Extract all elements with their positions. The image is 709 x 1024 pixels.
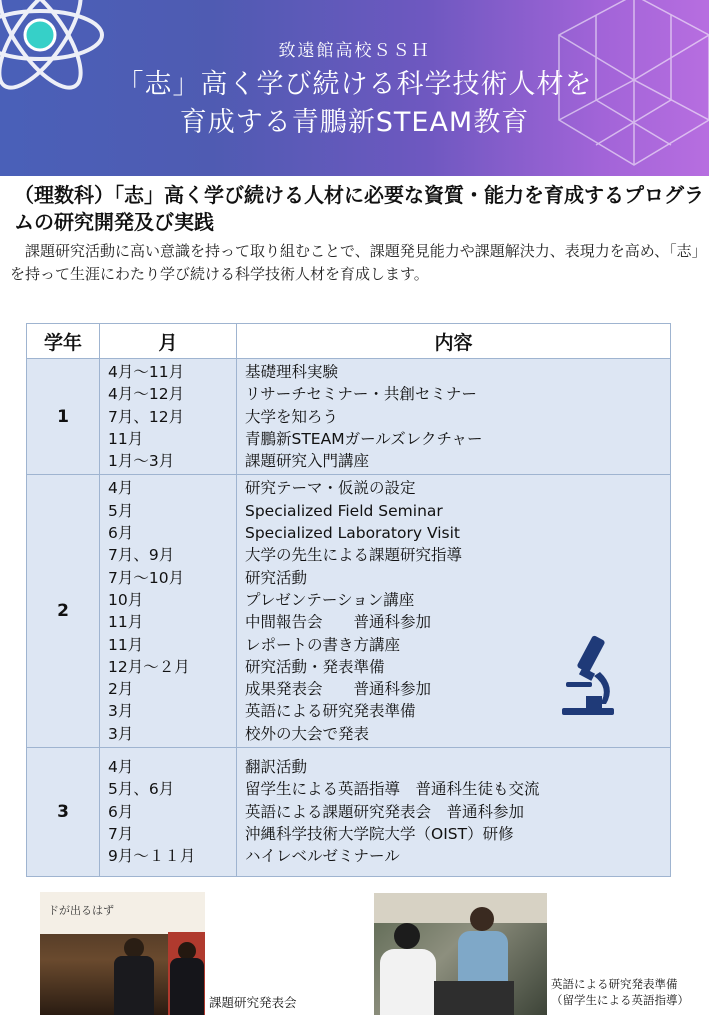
month-item: 10月	[108, 590, 144, 609]
header-content: 内容	[237, 324, 671, 359]
content-item: 中間報告会 普通科参加	[245, 613, 432, 632]
year-cell: 2	[27, 475, 100, 748]
student-head	[394, 923, 420, 949]
content-item: 翻訳活動	[245, 758, 308, 777]
caption-line: 英語による研究発表準備	[551, 977, 678, 991]
month-item: 6月	[108, 524, 134, 543]
content-item: レポートの書き方講座	[245, 635, 401, 654]
presenter-body	[114, 956, 154, 1015]
content-item: 成果発表会 普通科参加	[245, 680, 432, 699]
month-item: 4月～11月	[108, 363, 185, 381]
content-cell	[237, 748, 671, 876]
presenter-2-body	[170, 958, 204, 1015]
content-item: 沖縄科学技術大学院大学（OIST）研修	[245, 824, 514, 843]
banner-title-line-2: 育成する青鵬新STEAM教育	[179, 107, 530, 138]
month-item: 4月	[108, 479, 134, 498]
month-item: 12月～２月	[108, 657, 190, 676]
table-row	[27, 359, 671, 475]
month-item: 3月	[108, 702, 134, 721]
content-item: 研究活動	[245, 568, 308, 587]
content-item: 基礎理科実験	[245, 363, 339, 381]
program-heading: （理数科）「志」高く学び続ける人材に必要な資質・能力を育成するプログラムの研究開発及び実践	[14, 183, 704, 234]
content-item: リサーチセミナー・共創セミナー	[245, 385, 477, 404]
month-item: 7月、12月	[108, 407, 185, 426]
content-item: ハイレベルゼミナール	[245, 847, 400, 866]
content-item: 大学を知ろう	[245, 407, 339, 426]
content-item: Specialized Laboratory Visit	[245, 524, 460, 543]
photo-caption-presentation: 課題研究発表会	[209, 995, 297, 1010]
intro-paragraph: 課題研究活動に高い意識を持って取り組むことで、課題発見能力や課題解決力、表現力を高め、「志」を持って生涯にわたり学び続ける科学技術人材を育成します。	[10, 242, 700, 283]
header-year: 学年	[27, 324, 100, 359]
laptop	[434, 981, 514, 1015]
month-item: 3月	[108, 724, 134, 743]
english-instruction-photo	[374, 893, 547, 1015]
header-month: 月	[100, 324, 237, 359]
content-item: 留学生による英語指導 普通科生徒も交流	[245, 780, 540, 799]
classroom-wall	[374, 893, 547, 923]
year-cell: 3	[27, 748, 100, 876]
content-item: 校外の大会で発表	[245, 724, 370, 743]
month-item: 5月、6月	[108, 780, 175, 799]
content-cell	[237, 359, 671, 475]
caption-line: （留学生による英語指導）	[551, 993, 689, 1007]
month-item: 2月	[108, 680, 134, 699]
instructor-head	[470, 907, 494, 931]
program-table	[26, 323, 671, 877]
banner-title-line-1: 「志」高く学び続ける科学技術人材を	[116, 69, 593, 100]
month-item: 11月	[108, 635, 144, 654]
month-item: 9月～１１月	[108, 847, 196, 866]
month-item: 1月～3月	[108, 452, 175, 471]
student-body	[380, 949, 436, 1015]
month-cell	[100, 359, 237, 475]
content-item: 英語による課題研究発表会 普通科参加	[245, 802, 525, 821]
microscope-icon	[560, 632, 620, 717]
year-cell: 1	[27, 359, 100, 475]
month-item: 7月	[108, 824, 134, 843]
month-item: 6月	[108, 802, 134, 821]
content-item: 大学の先生による課題研究指導	[245, 546, 463, 565]
month-item: 7月～10月	[108, 568, 185, 587]
month-cell	[100, 748, 237, 876]
month-item: 11月	[108, 429, 144, 448]
presentation-photo	[40, 892, 205, 1015]
content-item: プレゼンテーション講座	[245, 590, 415, 609]
month-cell	[100, 475, 237, 748]
photo-caption-english	[551, 976, 689, 1008]
table-header-row	[27, 324, 671, 359]
month-item: 7月、9月	[108, 546, 175, 565]
content-item: 研究活動・発表準備	[245, 657, 385, 676]
month-item: 4月～12月	[108, 385, 185, 404]
content-item: 青鵬新STEAMガールズレクチャー	[245, 429, 483, 448]
presenter-head	[124, 938, 144, 958]
content-item: Specialized Field Seminar	[245, 501, 443, 520]
school-name: 致遠館高校ＳＳＨ	[278, 41, 431, 61]
table-row	[27, 748, 671, 876]
slide-text: ドが出るはず	[48, 904, 114, 917]
content-item: 研究テーマ・仮説の設定	[245, 479, 416, 498]
content-item: 英語による研究発表準備	[245, 702, 416, 721]
content-item: 課題研究入門講座	[245, 452, 370, 471]
month-item: 11月	[108, 613, 144, 632]
month-item: 4月	[108, 758, 134, 777]
header-banner	[0, 0, 709, 176]
month-item: 5月	[108, 501, 134, 520]
